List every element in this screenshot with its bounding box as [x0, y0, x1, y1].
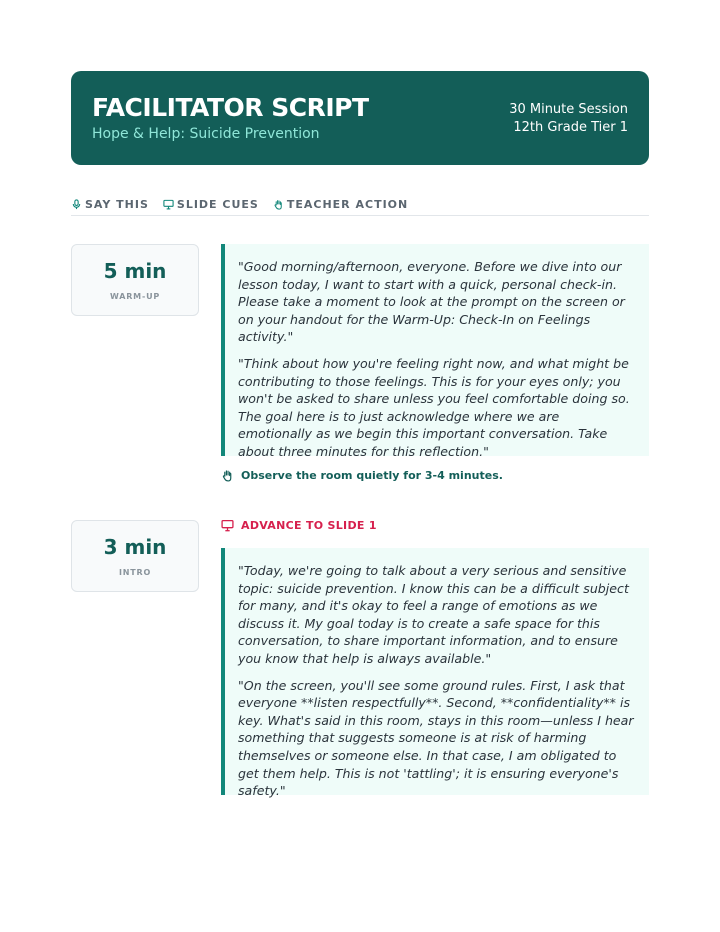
- teacher-action-text: Observe the room quietly for 3-4 minutes.: [241, 469, 503, 482]
- legend-say-label: SAY THIS: [85, 198, 149, 211]
- time-duration: 3 min: [103, 535, 167, 559]
- legend: [71, 194, 649, 216]
- hand-icon: [221, 469, 234, 482]
- script-paragraph: "Think about how you're feeling right now, and what might be contributing to those feelings. This is for your eyes only; you won't be asked to share unless you feel comfortable doing so. The goal here is to just acknowledge where we are emotionally as we begin this important conversation. Take about three minutes for this reflection.": [238, 355, 630, 459]
- grade-level: 12th Grade Tier 1: [513, 120, 628, 135]
- presentation-icon: [221, 519, 234, 532]
- slide-cue-text: ADVANCE TO SLIDE 1: [241, 519, 377, 532]
- time-card-warm-up: [71, 244, 199, 316]
- legend-teacher-action: [273, 194, 408, 215]
- script-box-warm-up: [221, 244, 649, 459]
- teacher-action: [221, 469, 503, 482]
- legend-slide-cues: [163, 194, 259, 215]
- legend-say-this: [71, 194, 149, 215]
- session-meta: [509, 101, 628, 137]
- microphone-icon: [71, 199, 82, 210]
- page-title: FACILITATOR SCRIPT: [92, 93, 369, 122]
- time-duration: 5 min: [103, 259, 167, 283]
- time-label: WARM-UP: [109, 292, 161, 301]
- legend-teacher-label: TEACHER ACTION: [286, 198, 409, 211]
- presentation-icon: [163, 199, 174, 210]
- time-label: INTRO: [118, 568, 152, 577]
- session-length: 30 Minute Session: [509, 102, 628, 117]
- legend-slide-label: SLIDE CUES: [176, 198, 259, 211]
- script-paragraph: "Good morning/afternoon, everyone. Before we dive into our lesson today, I want to start with a quick, personal check-in. Please take a moment to look at the prompt on the screen or on your handout for the Warm-Up: Check-In on Feelings activity.": [238, 259, 625, 345]
- header-banner: [71, 71, 649, 165]
- time-card-intro: [71, 520, 199, 592]
- script-paragraph: "On the screen, you'll see some ground rules. First, I ask that everyone **listen respectfully**. Second, **confidentiality** is key. What's said in this room, stays in this room—unless I hear something that suggests someone is at risk of harming themselves or someone else. In that case, I am obligated to get them help. This is not 'tattling'; it is ensuring everyone's safety.": [238, 677, 634, 799]
- hand-icon: [273, 199, 284, 210]
- slide-cue: [221, 519, 377, 532]
- page-subtitle: Hope & Help: Suicide Prevention: [92, 126, 320, 142]
- script-box-intro: [221, 548, 649, 799]
- script-paragraph: "Today, we're going to talk about a very serious and sensitive topic: suicide prevention. I know this can be a difficult subject for many, and it's okay to feel a range of emotions as we discuss it. My goal today is to create a safe space for this conversation, to share important information, and to ensure you know that help is always available.": [238, 563, 629, 666]
